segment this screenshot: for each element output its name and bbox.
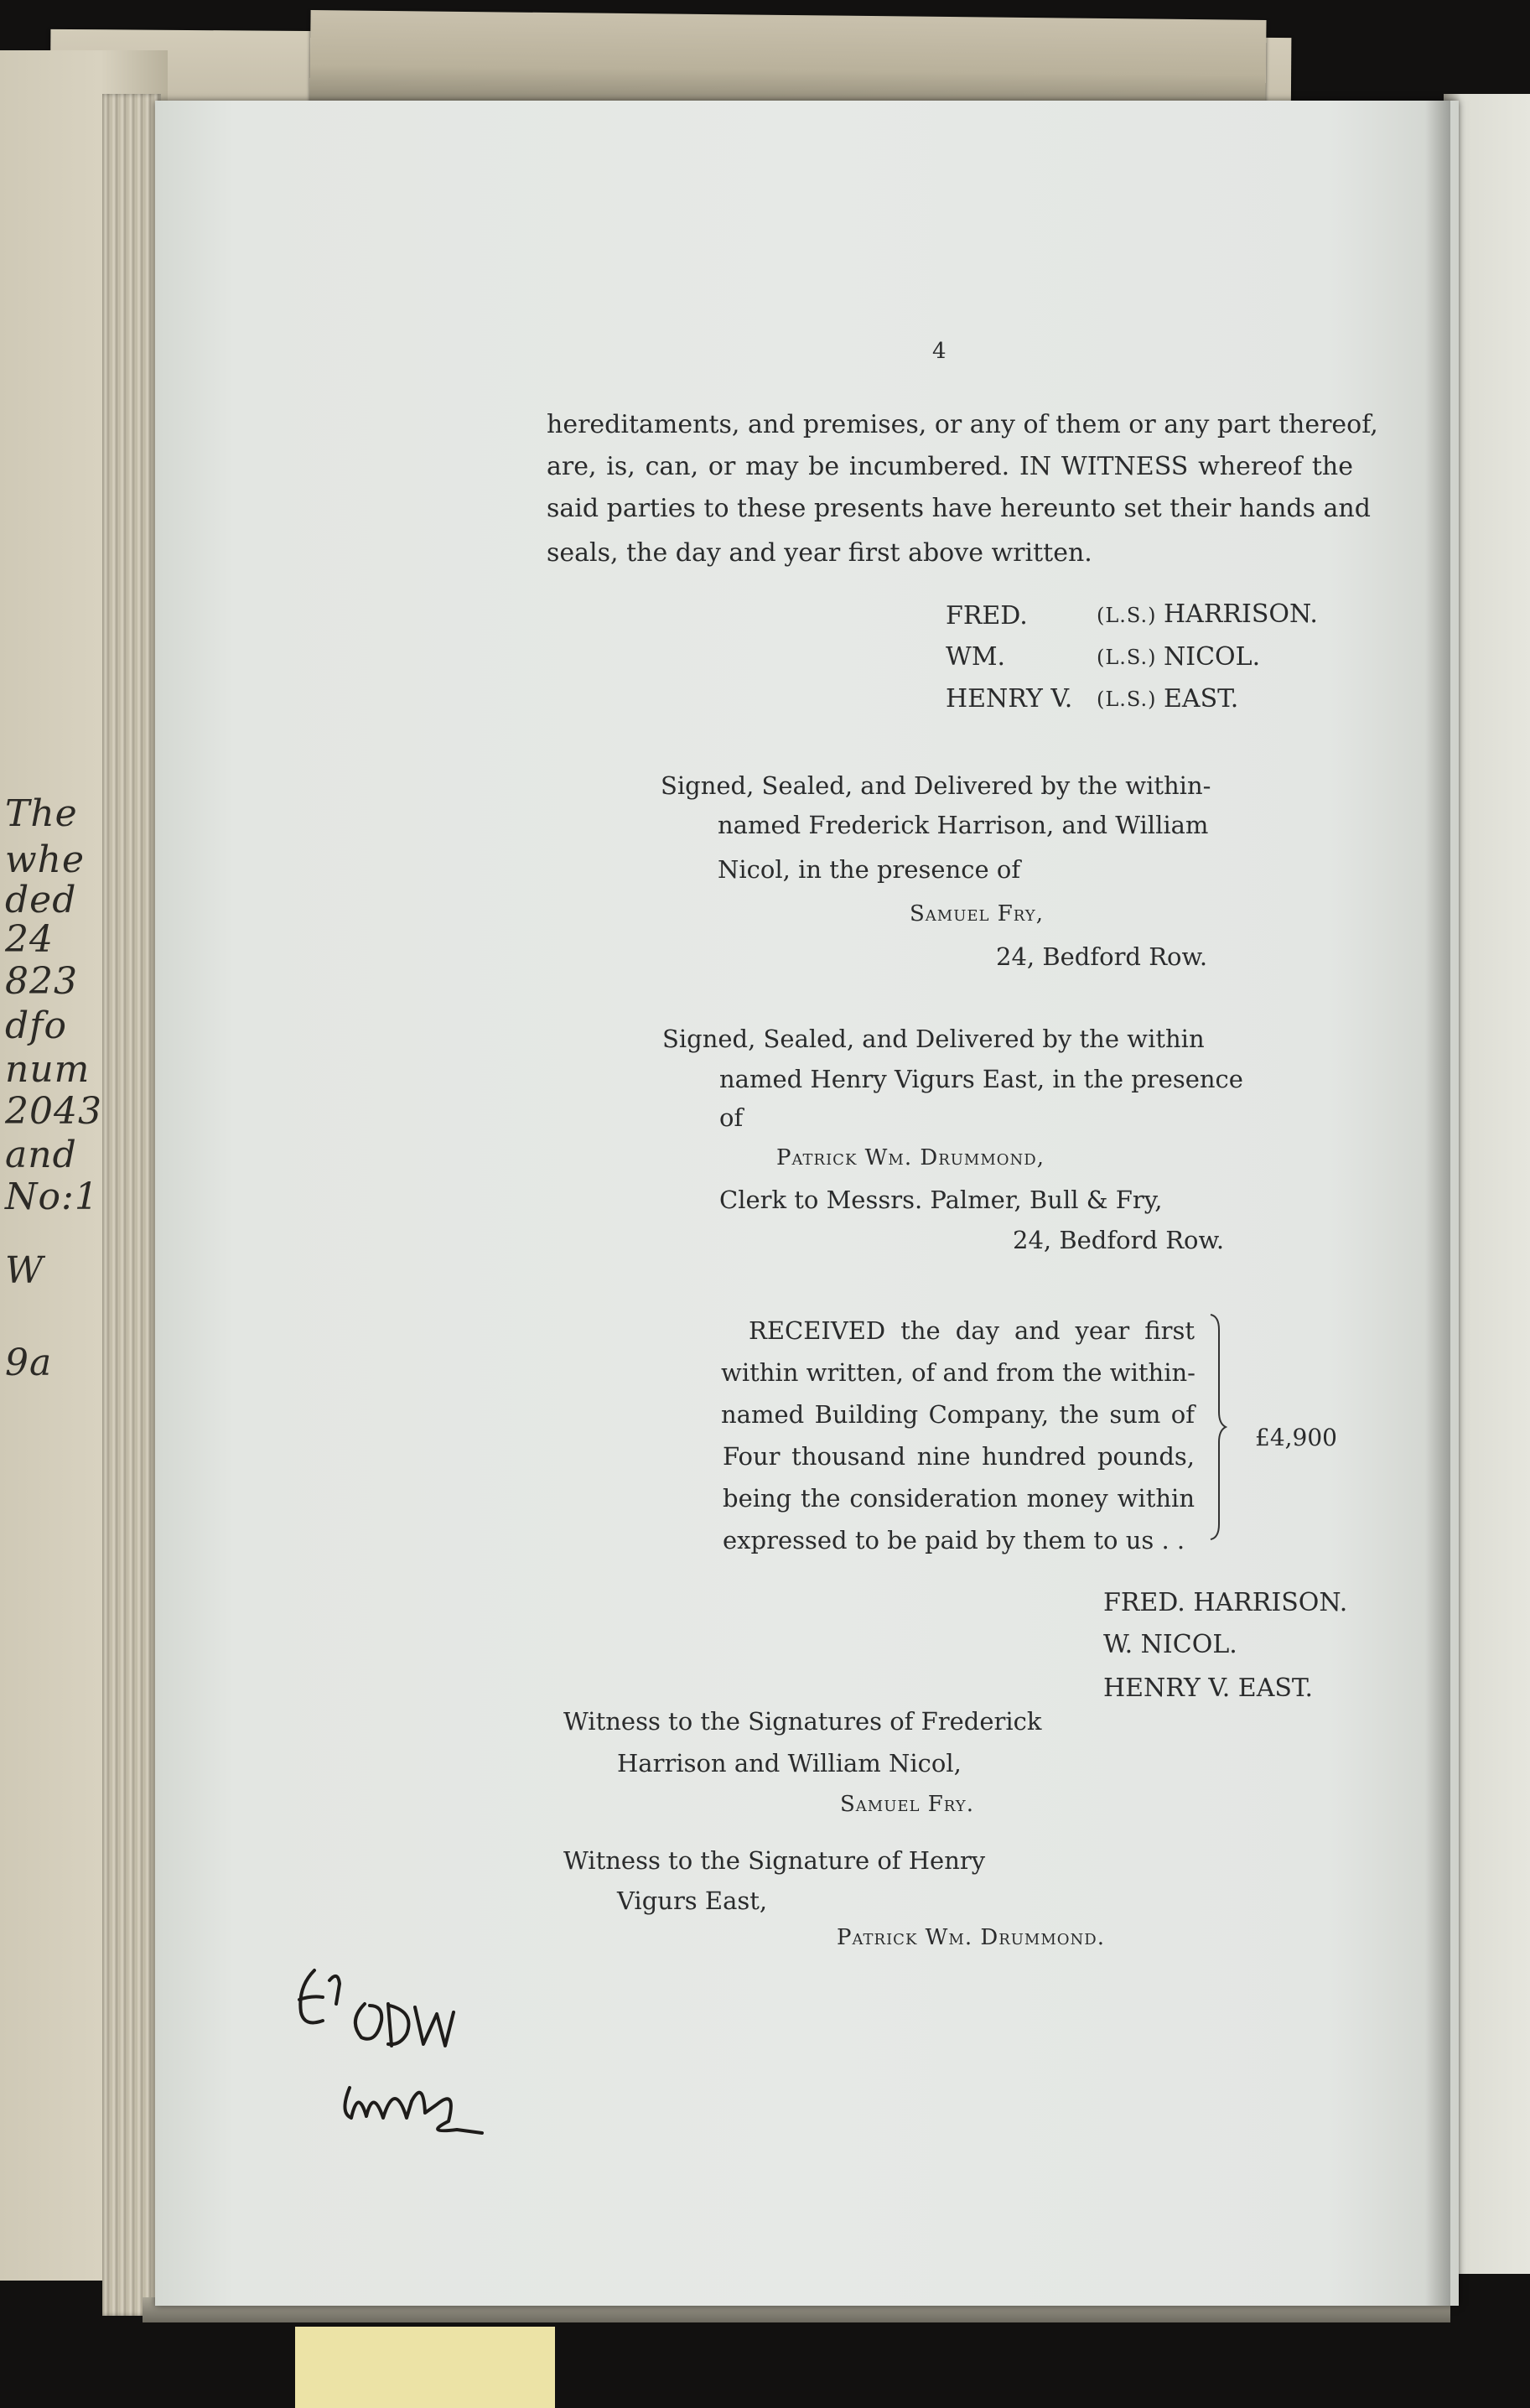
yellow-tab xyxy=(295,2327,555,2408)
handwriting-line: 24 xyxy=(5,918,54,961)
handwriting-line: No:1 xyxy=(5,1175,99,1218)
handwriting-line: W xyxy=(5,1249,44,1292)
paragraph-line: hereditaments, and premises, or any of them or any part thereof, xyxy=(547,410,1378,439)
receipt-line: being the consideration money within xyxy=(723,1484,1195,1513)
handwriting-line: 823 xyxy=(5,960,78,1003)
handwriting-line: ded xyxy=(5,879,77,921)
curly-brace xyxy=(1209,1313,1227,1541)
receipt-line: Four thousand nine hundred pounds, xyxy=(723,1442,1195,1471)
witness-address: 24, Bedford Row. xyxy=(1013,1226,1225,1254)
witness-line: Witness to the Signatures of Frederick xyxy=(563,1707,1042,1736)
handwriting-line: whe xyxy=(5,838,86,881)
handwriting-line: and xyxy=(5,1134,77,1176)
attestation-line: Signed, Sealed, and Delivered by the within- xyxy=(661,771,1211,800)
seal-first-name: FRED. xyxy=(946,601,1028,631)
seal-last-name: NICOL. xyxy=(1164,642,1261,672)
handwriting-line: The xyxy=(5,792,78,835)
receipt-signatory: FRED. HARRISON. xyxy=(1103,1588,1348,1617)
seal-last-name: EAST. xyxy=(1164,684,1239,714)
background-sheet xyxy=(309,10,1266,112)
receipt-line: named Building Company, the sum of xyxy=(721,1400,1195,1429)
receipt-signatory: W. NICOL. xyxy=(1103,1630,1237,1659)
seal-mark: (L.S.) xyxy=(1097,604,1157,627)
receipt-line: expressed to be paid by them to us . . xyxy=(723,1526,1185,1554)
witness-name: Patrick Wm. Drummond. xyxy=(837,1925,1105,1950)
receipt-signatory: HENRY V. EAST. xyxy=(1103,1674,1314,1703)
page-gutter-shadow xyxy=(1425,101,1450,2306)
seal-first-name: HENRY V. xyxy=(946,684,1073,714)
witness-name: Samuel Fry, xyxy=(910,901,1044,926)
handwritten-examined-mark xyxy=(289,1954,507,2163)
attestation-line: named Henry Vigurs East, in the presence xyxy=(719,1065,1243,1093)
seal-mark: (L.S.) xyxy=(1097,688,1157,711)
witness-role: Clerk to Messrs. Palmer, Bull & Fry, xyxy=(719,1186,1163,1214)
witness-line: Vigurs East, xyxy=(617,1886,768,1915)
receipt-line: within written, of and from the within- xyxy=(721,1358,1195,1387)
attestation-line: named Frederick Harrison, and William xyxy=(718,811,1209,839)
handwriting-line: 9a xyxy=(5,1342,53,1384)
attestation-line: Signed, Sealed, and Delivered by the within xyxy=(662,1025,1205,1053)
seal-mark: (L.S.) xyxy=(1097,646,1157,669)
paragraph-line: said parties to these presents have hereunto set their hands and xyxy=(547,494,1371,523)
witness-line: Harrison and William Nicol, xyxy=(617,1749,962,1777)
witness-line: Witness to the Signature of Henry xyxy=(563,1846,986,1875)
handwriting-line: 2043 xyxy=(5,1090,102,1133)
handwriting-line: dfo xyxy=(5,1004,67,1047)
witness-name: Patrick Wm. Drummond, xyxy=(776,1145,1045,1170)
paragraph-line: seals, the day and year first above written. xyxy=(547,538,1092,568)
witness-name: Samuel Fry. xyxy=(840,1792,974,1817)
seal-first-name: WM. xyxy=(946,642,1006,672)
receipt-line: RECEIVED the day and year first xyxy=(749,1316,1195,1345)
receipt-amount: £4,900 xyxy=(1255,1424,1337,1451)
handwriting-line: num xyxy=(5,1048,91,1091)
left-sheet-handwriting xyxy=(0,0,168,2408)
attestation-line: of xyxy=(719,1103,744,1132)
seal-last-name: HARRISON. xyxy=(1164,599,1318,629)
page-number: 4 xyxy=(932,339,947,364)
attestation-line: Nicol, in the presence of xyxy=(718,855,1021,884)
paragraph-line: are, is, can, or may be incumbered. IN WITNESS whereof the xyxy=(547,452,1353,481)
witness-address: 24, Bedford Row. xyxy=(996,942,1208,971)
